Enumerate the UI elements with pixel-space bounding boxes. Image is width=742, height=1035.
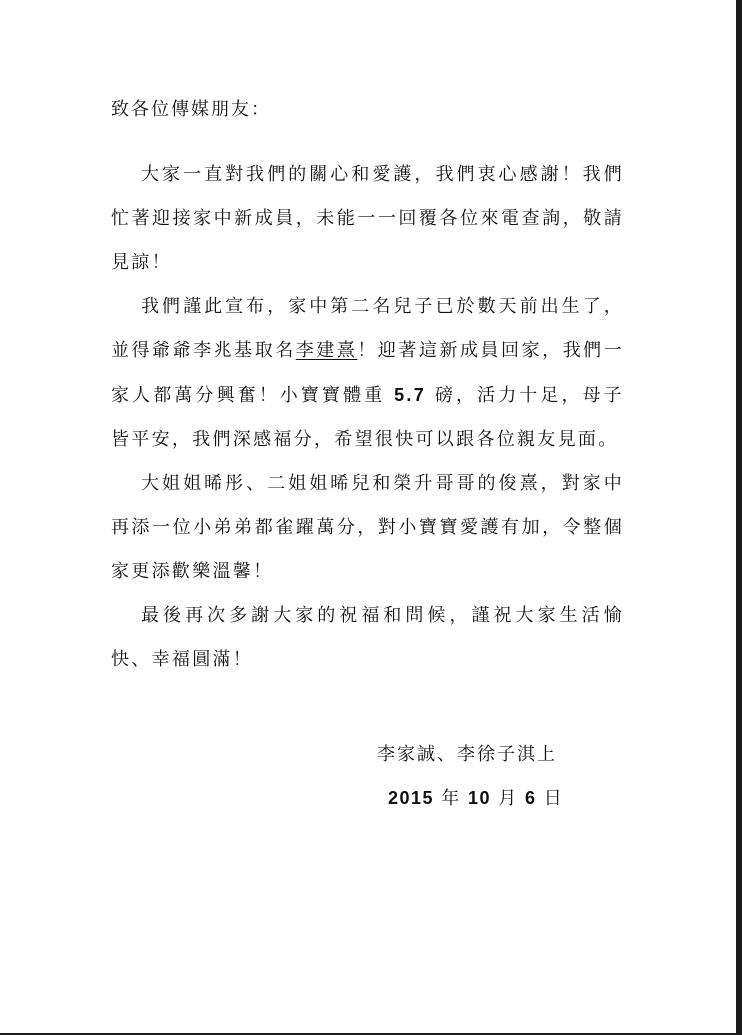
signature-date <box>388 784 563 810</box>
paragraph-siblings: 大姐姐晞彤、二姐姐晞兒和榮升哥哥的俊熹，對家中再添一位小弟弟都雀躍萬分，對小寶寶愛護有加，令整個家更添歡樂溫馨！ <box>111 473 624 582</box>
baby-weight-value: 5.7 <box>394 385 427 405</box>
letter-salutation: 致各位傳媒朋友： <box>111 99 271 120</box>
date-day-unit: 日 <box>543 788 564 809</box>
date-month-unit: 月 <box>498 788 518 809</box>
letter-body <box>111 153 624 682</box>
date-year: 2015 <box>388 788 435 808</box>
paragraph-announcement <box>111 285 624 462</box>
paragraph-thanks: 大家一直對我們的關心和愛護，我們衷心感謝！我們忙著迎接家中新成員，未能一一回覆各位來電查詢，敬請見諒！ <box>111 164 624 273</box>
date-year-unit: 年 <box>441 788 461 809</box>
date-day: 6 <box>525 788 537 808</box>
paragraph-closing: 最後再次多謝大家的祝福和問候，謹祝大家生活愉快、幸福圓滿！ <box>111 605 624 670</box>
announcement-text-b: ！迎著這新成員回家，我們一家人都萬分興奮！小寶寶體重 <box>111 340 624 406</box>
announcement-text-c: 磅，活力十足，母子皆平安，我們深感福分，希望很快可以跟各位親友見面。 <box>111 385 624 450</box>
scan-right-border <box>736 0 742 1035</box>
date-month: 10 <box>468 788 492 808</box>
announcement-text-a: 我們謹此宣布，家中第二名兒子已於數天前出生了，並得爺爺李兆基取名 <box>111 296 624 361</box>
baby-name: 李建熹 <box>295 340 358 361</box>
signature-signers: 李家誠、李徐子淇上 <box>377 744 557 765</box>
